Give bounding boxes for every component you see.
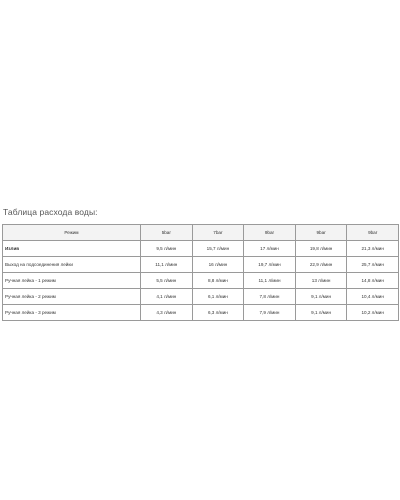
value-cell: 4,3 л/мин — [141, 305, 193, 321]
table-row — [3, 289, 399, 305]
value-cell: 13 л/мин — [295, 273, 347, 289]
table-row — [3, 257, 399, 273]
value-cell: 9,1 л/мин — [295, 305, 347, 321]
mode-cell: Излив — [3, 241, 141, 257]
value-cell: 14,8 л/мин — [347, 273, 399, 289]
header-cell-pressure: 7bar — [192, 225, 244, 241]
value-cell: 19,7 л/мин — [244, 257, 296, 273]
value-cell: 7,8 л/мин — [244, 289, 296, 305]
value-cell: 7,9 л/мин — [244, 305, 296, 321]
value-cell: 17 л/мин — [244, 241, 296, 257]
water-flow-table — [2, 224, 399, 321]
value-cell: 21,3 л/мин — [347, 241, 399, 257]
header-cell-mode: Режим — [3, 225, 141, 241]
value-cell: 16 л/мин — [192, 257, 244, 273]
table-row — [3, 273, 399, 289]
value-cell: 6,1 л/мин — [192, 289, 244, 305]
value-cell: 5,5 л/мин — [141, 273, 193, 289]
value-cell: 22,9 л/мин — [295, 257, 347, 273]
value-cell: 10,2 л/мин — [347, 305, 399, 321]
header-cell-pressure: 5bar — [141, 225, 193, 241]
mode-cell: Ручная лейка - 3 режим — [3, 305, 141, 321]
value-cell: 4,1 л/мин — [141, 289, 193, 305]
mode-cell: Ручная лейка - 1 режим — [3, 273, 141, 289]
value-cell: 9,5 л/мин — [141, 241, 193, 257]
value-cell: 8,8 л/мин — [192, 273, 244, 289]
value-cell: 25,7 л/мин — [347, 257, 399, 273]
table-row — [3, 241, 399, 257]
value-cell: 11,1 л/мин — [141, 257, 193, 273]
table-header-row — [3, 225, 399, 241]
value-cell: 15,7 л/мин — [192, 241, 244, 257]
header-cell-pressure: 9bar — [244, 225, 296, 241]
header-cell-pressure: 9bar — [347, 225, 399, 241]
value-cell: 19,8 л/мин — [295, 241, 347, 257]
value-cell: 11,1 л/мин — [244, 273, 296, 289]
table-row — [3, 305, 399, 321]
mode-cell: Выход на подсоединения лейки — [3, 257, 141, 273]
value-cell: 10,4 л/мин — [347, 289, 399, 305]
value-cell: 6,3 л/мин — [192, 305, 244, 321]
page-title: Таблица расхода воды: — [3, 207, 98, 217]
header-cell-pressure: 9bar — [295, 225, 347, 241]
mode-cell: Ручная лейка - 2 режим — [3, 289, 141, 305]
value-cell: 9,1 л/мин — [295, 289, 347, 305]
